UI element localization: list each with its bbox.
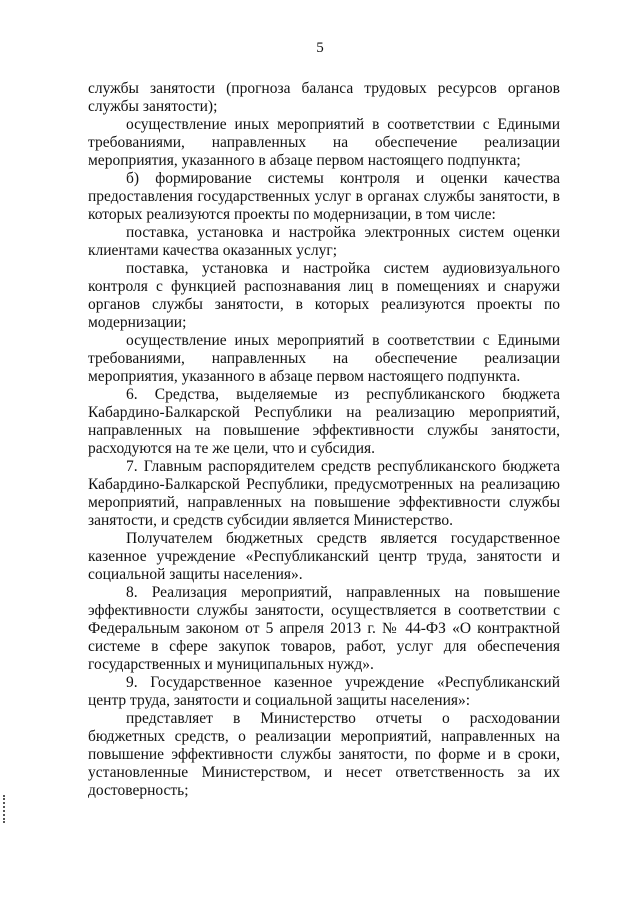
- paragraph-5: поставка, установка и настройка систем аудиовизуального контроля с функцией распознавания лиц в помещениях и снаружи органов службы занятости, в которых реализуются проекты по модернизации;: [88, 260, 560, 331]
- paragraph-12: представляет в Министерство отчеты о расходовании бюджетных средств, о реализации мероприятий, направленных на повышение эффективности службы занятости, по форме и в сроки, установленные Министерством, и несет ответственность за их достоверность;: [88, 710, 560, 799]
- paragraph-1: службы занятости (прогноза баланса трудовых ресурсов органов службы занятости);: [88, 80, 560, 115]
- paragraph-7: 6. Средства, выделяемые из республиканского бюджета Кабардино-Балкарской Республики на реализацию мероприятий, направленных на повышение эффективности службы занятости, расходуются на те же цели, что и субсидия.: [88, 386, 560, 457]
- paragraph-8: 7. Главным распорядителем средств республиканского бюджета Кабардино-Балкарской Республики, предусмотренных на реализацию мероприятий, направленных на повышение эффективности службы занятости, и средств субсидии является Министерство.: [88, 458, 560, 529]
- paragraph-10: 8. Реализация мероприятий, направленных на повышение эффективности службы занятости, осуществляется в соответствии с Федеральным законом от 5 апреля 2013 г. № 44-ФЗ «О контрактной системе в сфере закупок товаров, работ, услуг для обеспечения государственных и муниципальных нужд».: [88, 584, 560, 673]
- paragraph-2: осуществление иных мероприятий в соответствии с Едиными требованиями, направленных на обеспечение реализации мероприятия, указанного в абзаце первом настоящего подпункта;: [88, 116, 560, 169]
- paragraph-9: Получателем бюджетных средств является государственное казенное учреждение «Республиканский центр труда, занятости и социальной защиты населения».: [88, 530, 560, 583]
- paragraph-3: б) формирование системы контроля и оценки качества предоставления государственных услуг в органах службы занятости, в которых реализуются проекты по модернизации, в том числе:: [88, 170, 560, 223]
- paragraph-4: поставка, установка и настройка электронных систем оценки клиентами качества оказанных услуг;: [88, 224, 560, 259]
- scan-margin-mark: [3, 795, 10, 823]
- paragraph-6: осуществление иных мероприятий в соответствии с Едиными требованиями, направленных на обеспечение реализации мероприятия, указанного в абзаце первом настоящего подпункта.: [88, 332, 560, 385]
- paragraph-11: 9. Государственное казенное учреждение «Республиканский центр труда, занятости и социальной защиты населения»:: [88, 674, 560, 709]
- document-body: [88, 80, 560, 800]
- page-number: 5: [316, 40, 324, 56]
